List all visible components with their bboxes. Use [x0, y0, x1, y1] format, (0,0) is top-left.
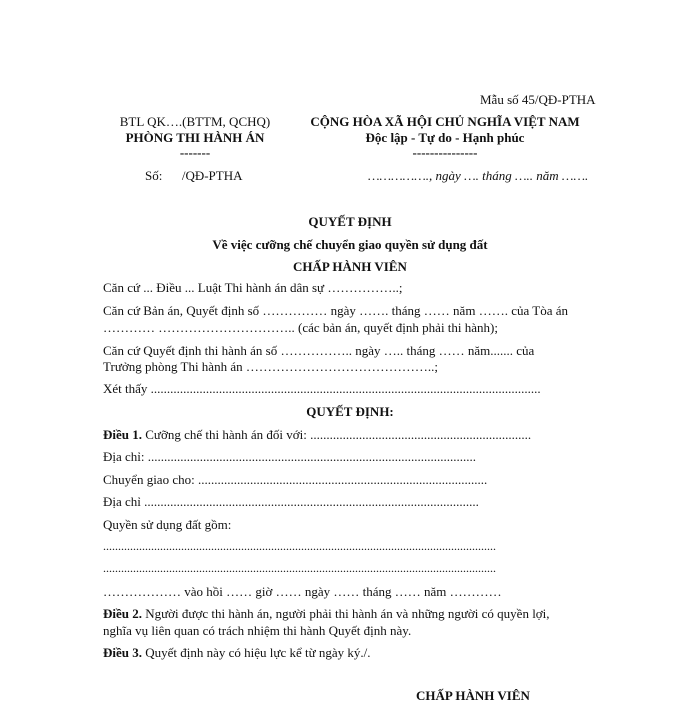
article-2 — [103, 606, 550, 622]
document-title: QUYẾT ĐỊNH — [308, 214, 392, 229]
document-number: Số: /QĐ-PTHA — [145, 168, 243, 183]
decision-heading: QUYẾT ĐỊNH: — [306, 404, 394, 419]
basis-judgment: Căn cứ Bản án, Quyết định số …………… ngày ……. tháng …… năm ……. của Tòa án — [103, 303, 568, 318]
article-1-dots-1: ................................................................................................................................... — [103, 539, 496, 553]
date-line: ……………., ngày …. tháng ….. năm ……. — [368, 168, 589, 183]
article-2-text-cont: nghĩa vụ liên quan có trách nhiệm thi hành Quyết định này. — [103, 623, 412, 638]
department-name: PHÒNG THI HÀNH ÁN — [125, 130, 265, 145]
considering-line: Xét thấy ........................................................................................................................ — [103, 381, 541, 396]
document-subtitle: Về việc cưỡng chế chuyển giao quyền sử dụng đất — [212, 237, 488, 252]
national-title: CỘNG HÒA XÃ HỘI CHỦ NGHĨA VIỆT NAM — [310, 114, 580, 129]
article-2-text: Người được thi hành án, người phải thi hành án và những người có quyền lợi, — [142, 606, 550, 621]
basis-enforcement: Căn cứ Quyết định thi hành án số …………….. ngày ….. tháng …… năm....... của — [103, 343, 535, 358]
article-2-label: Điều 2. — [103, 606, 142, 621]
basis-enforcement-cont: Trưởng phòng Thi hành án ……………………………………..; — [103, 359, 438, 374]
signature-title: CHẤP HÀNH VIÊN — [416, 688, 530, 703]
article-1 — [103, 427, 531, 443]
article-1-address: Địa chỉ: ..................................................................................................... — [103, 449, 477, 464]
article-1-text: Cưỡng chế thi hành án đối với: .................................................................... — [142, 427, 532, 442]
article-1-address-2: Địa chỉ ....................................................................................................... — [103, 494, 479, 509]
form-code: Mẫu số 45/QĐ-PTHA — [480, 92, 596, 107]
national-motto: Độc lập - Tự do - Hạnh phúc — [365, 130, 525, 145]
agency-name: BTL QK….(BTTM, QCHQ) — [119, 114, 271, 129]
article-3-text: Quyết định này có hiệu lực kể từ ngày ký./. — [142, 645, 371, 660]
article-1-time: ……………… vào hồi …… giờ …… ngày …… tháng …… năm ………… — [103, 584, 502, 599]
left-divider: ------- — [179, 145, 211, 160]
article-1-transfer-to: Chuyển giao cho: ......................................................................................... — [103, 472, 488, 487]
article-1-dots-2: ................................................................................................................................... — [103, 561, 496, 575]
issuing-authority: CHẤP HÀNH VIÊN — [293, 259, 407, 274]
basis-law: Căn cứ ... Điều ... Luật Thi hành án dân sự ……………..; — [103, 280, 403, 295]
basis-judgment-cont: ………… ………………………….. (các bản án, quyết định phải thi hành); — [103, 320, 498, 335]
article-1-label: Điều 1. — [103, 427, 142, 442]
article-3-label: Điều 3. — [103, 645, 142, 660]
right-divider: --------------- — [412, 145, 478, 160]
article-3 — [103, 645, 371, 661]
article-1-land-rights: Quyền sử dụng đất gồm: — [103, 517, 232, 532]
